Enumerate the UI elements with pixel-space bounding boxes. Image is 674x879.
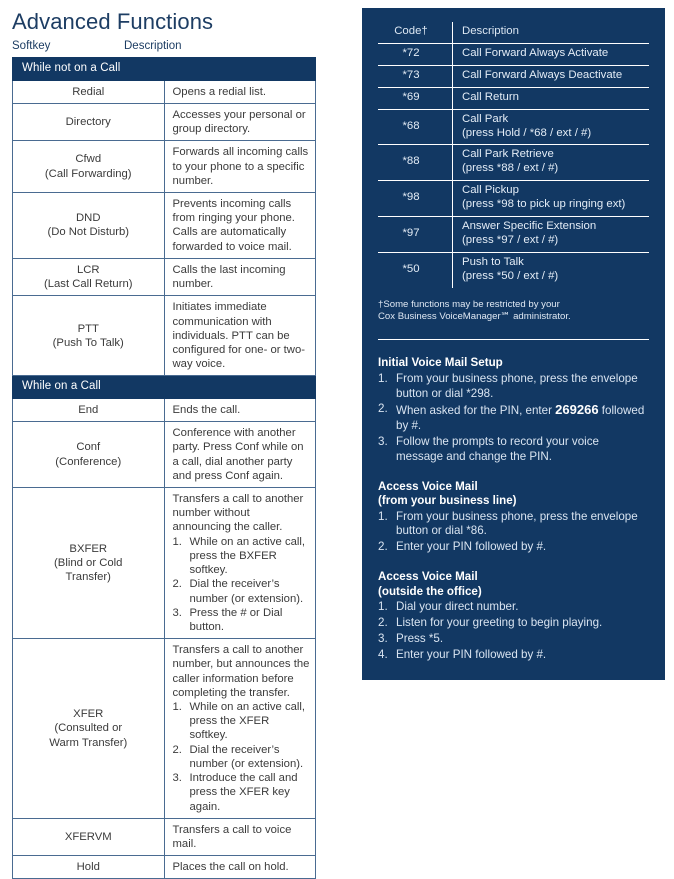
column-header-code: Code†: [378, 22, 453, 43]
list-item: [378, 648, 649, 663]
feature-code-value: *69: [378, 87, 453, 109]
feature-code-value: *98: [378, 181, 453, 217]
table-row: [13, 398, 316, 421]
step-text: Press the # or Dial button.: [189, 606, 283, 633]
feature-code-description: [453, 65, 650, 87]
step-number: 2.: [378, 402, 388, 416]
softkey-description-text: Conference with another party. Press Conf while on a call, dial another party and press Conf again.: [172, 427, 304, 482]
step-text: Dial your direct number.: [396, 600, 519, 614]
voice-mail-step-list: [378, 372, 649, 465]
softkey-name-cell: [13, 258, 165, 295]
table-row: [13, 856, 316, 879]
list-item: [378, 540, 649, 555]
voice-mail-title-line-1: Access Voice Mail: [378, 570, 478, 584]
voice-mail-block-title: [378, 480, 649, 509]
table-row: [13, 818, 316, 855]
softkey-description-text: Transfers a call to another number, but announces the caller information before completing the transfer.: [172, 644, 310, 699]
softkey-name-line: Transfer): [65, 571, 111, 584]
softkey-name-line: DND: [76, 212, 101, 225]
step-text: From your business phone, press the envelope button or dial *298.: [396, 371, 638, 400]
feature-code-description-text: Call Park: [462, 112, 509, 125]
step-number: 2.: [172, 578, 182, 591]
step-number: 2.: [378, 615, 388, 629]
step-text: Enter your PIN followed by #.: [396, 647, 547, 661]
softkey-description-cell: [164, 141, 316, 193]
voice-mail-block: [378, 570, 649, 662]
table-row: [13, 192, 316, 258]
feature-code-description: [453, 181, 650, 217]
list-item: [173, 743, 311, 771]
step-text: When asked for the PIN, enter: [396, 404, 556, 418]
feature-code-description-text: Call Return: [462, 90, 519, 103]
table-row: [13, 296, 316, 376]
table-row: [378, 109, 649, 145]
column-header-code-description: Description: [462, 25, 519, 37]
softkey-name-line: (Push To Talk): [52, 336, 124, 349]
step-text: Listen for your greeting to begin playing.: [396, 615, 603, 629]
feature-code-value: *88: [378, 145, 453, 181]
feature-code-description: [453, 109, 650, 145]
feature-code-description: [453, 145, 650, 181]
softkey-description-cell: [164, 639, 316, 819]
softkey-name-cell: [13, 856, 165, 879]
list-item: [378, 510, 649, 540]
softkey-description-cell: [164, 258, 316, 295]
code-table-footnote: [378, 299, 649, 324]
step-text: Press *5.: [396, 631, 444, 645]
softkey-name-line: (Do Not Disturb): [47, 226, 130, 239]
softkey-description-text: Forwards all incoming calls to your phone to a specific number.: [172, 146, 309, 187]
feature-code-value: *72: [378, 43, 453, 65]
softkey-name-cell: [13, 192, 165, 258]
feature-code-value: *68: [378, 109, 453, 145]
table-row: [13, 487, 316, 638]
softkey-name-line: Cfwd: [75, 153, 102, 166]
footnote-line-2: Cox Business VoiceManager℠ administrator.: [378, 311, 571, 323]
table-row: [378, 43, 649, 65]
voice-mail-title-line-2: (from your business line): [378, 494, 517, 508]
softkey-name-line: (Call Forwarding): [44, 167, 132, 180]
footnote-line-1: †Some functions may be restricted by your: [378, 298, 560, 310]
softkey-description-text: Opens a redial list.: [172, 85, 267, 98]
feature-code-usage-hint: (press *98 to pick up ringing ext): [462, 198, 626, 211]
step-number: 2.: [378, 540, 388, 554]
feature-code-table: [378, 22, 649, 288]
table-row: [378, 181, 649, 217]
step-text: Dial the receiver’s number (or extension).: [189, 578, 304, 605]
feature-code-usage-hint: (press *97 / ext / #): [462, 233, 559, 246]
step-text: While on an active call, press the XFER softkey.: [189, 701, 306, 742]
softkey-name-cell: [13, 103, 165, 140]
voice-mail-title-line-1: Initial Voice Mail Setup: [378, 356, 503, 370]
list-item: [173, 771, 311, 814]
softkey-name-cell: [13, 80, 165, 103]
list-item: [173, 606, 311, 634]
softkey-description-cell: [164, 192, 316, 258]
softkey-name-line: BXFER: [69, 542, 108, 555]
list-item: [378, 616, 649, 631]
list-item: [378, 372, 649, 402]
softkey-name-line: End: [78, 403, 99, 416]
table-row: [378, 145, 649, 181]
voice-mail-block: [378, 356, 649, 464]
feature-code-description: [453, 87, 650, 109]
softkey-step-list: [173, 535, 311, 635]
step-number: 1.: [378, 600, 388, 614]
step-text: From your business phone, press the envelope button or dial *86.: [396, 509, 638, 538]
softkey-name-line: XFER: [73, 708, 104, 721]
softkey-description-cell: [164, 856, 316, 879]
feature-code-description: [453, 252, 650, 287]
list-item: [378, 600, 649, 615]
softkey-description-text: Initiates immediate communication with individuals. PTT can be configured for one- or two-way voice.: [172, 301, 305, 371]
softkey-name-line: PTT: [77, 322, 99, 335]
softkey-name-cell: [13, 296, 165, 376]
table-row: [378, 65, 649, 87]
feature-codes-panel: [362, 8, 665, 680]
softkey-section-label: While not on a Call: [13, 58, 316, 80]
table-row: [378, 87, 649, 109]
softkey-description-cell: [164, 296, 316, 376]
softkey-description-cell: [164, 80, 316, 103]
feature-code-value: *73: [378, 65, 453, 87]
softkey-name-cell: [13, 487, 165, 638]
column-header-description: Description: [124, 40, 182, 53]
softkey-name-line: Redial: [72, 85, 105, 98]
table-row: [378, 252, 649, 287]
table-row: [13, 258, 316, 295]
softkey-name-line: XFERVM: [64, 830, 112, 843]
list-item: [173, 535, 311, 578]
step-text: While on an active call, press the BXFER softkey.: [189, 535, 306, 577]
step-number: 3.: [172, 772, 182, 785]
softkey-section-header-row: [13, 58, 316, 80]
softkey-description-cell: [164, 422, 316, 488]
default-pin-value: 269266: [555, 402, 599, 418]
feature-code-usage-hint: (press Hold / *68 / ext / #): [462, 126, 592, 139]
voice-mail-step-list: [378, 510, 649, 555]
step-number: 3.: [378, 631, 388, 645]
feature-code-description: [453, 217, 650, 253]
feature-code-usage-hint: (press *50 / ext / #): [462, 269, 559, 282]
list-item: [378, 632, 649, 647]
softkey-name-line: (Conference): [55, 455, 122, 468]
softkey-name-cell: [13, 141, 165, 193]
softkey-section-label: While on a Call: [13, 376, 316, 398]
softkey-step-list: [173, 700, 311, 814]
softkey-name-cell: [13, 422, 165, 488]
voice-mail-instructions: [378, 356, 649, 662]
table-row: [378, 217, 649, 253]
softkey-description-text: Prevents incoming calls from ringing your phone. Calls are automatically forwarded to voice mail.: [172, 197, 295, 253]
softkey-description-cell: [164, 818, 316, 855]
softkey-name-line: (Last Call Return): [43, 278, 133, 291]
column-header-softkey: Softkey: [12, 40, 51, 53]
voice-mail-title-line-1: Access Voice Mail: [378, 479, 478, 493]
softkey-description-text: Places the call on hold.: [172, 861, 289, 874]
step-text: Follow the prompts to record your voice message and change the PIN.: [396, 435, 599, 463]
feature-code-description-text: Call Park Retrieve: [462, 148, 554, 161]
softkey-name-cell: [13, 818, 165, 855]
panel-divider: [378, 339, 649, 341]
voice-mail-block-title: [378, 570, 649, 599]
step-number: 1.: [172, 535, 182, 548]
softkey-table: [12, 57, 316, 879]
advanced-functions-section: [12, 0, 316, 879]
step-number: 1.: [378, 371, 388, 385]
feature-code-description-text: Call Forward Always Deactivate: [462, 68, 623, 81]
step-number: 1.: [172, 701, 182, 714]
softkey-description-text: Accesses your personal or group directory.: [172, 108, 306, 136]
step-number: 2.: [172, 743, 182, 756]
code-table-header-row: [378, 22, 649, 43]
softkey-name-cell: [13, 639, 165, 819]
softkey-name-line: Conf: [76, 441, 101, 454]
feature-code-description-text: Push to Talk: [462, 255, 524, 268]
voice-mail-block-title: [378, 356, 649, 370]
softkey-name-line: Warm Transfer): [49, 736, 128, 749]
step-number: 3.: [172, 606, 182, 619]
list-item: [173, 700, 311, 743]
step-number: 4.: [378, 647, 388, 661]
list-item: [173, 577, 311, 605]
table-row: [13, 639, 316, 819]
softkey-description-cell: [164, 103, 316, 140]
softkey-section-header-row: [13, 376, 316, 398]
step-text: Enter your PIN followed by #.: [396, 540, 547, 554]
voice-mail-title-line-2: (outside the office): [378, 584, 482, 598]
list-item: [378, 402, 649, 434]
step-text: Dial the receiver’s number (or extension).: [189, 743, 304, 770]
feature-code-description-text: Answer Specific Extension: [462, 220, 597, 233]
softkey-description-text: Calls the last incoming number.: [172, 263, 286, 291]
feature-code-description: [453, 43, 650, 65]
softkey-description-text: Ends the call.: [172, 403, 241, 416]
voice-mail-block: [378, 480, 649, 555]
feature-code-value: *50: [378, 252, 453, 287]
list-item: [378, 435, 649, 465]
softkey-name-line: LCR: [76, 263, 100, 276]
feature-code-description-text: Call Forward Always Activate: [462, 46, 609, 59]
table-row: [13, 422, 316, 488]
softkey-description-cell: [164, 398, 316, 421]
voice-mail-step-list: [378, 600, 649, 662]
softkey-name-line: (Blind or Cold: [54, 556, 123, 569]
page-title: Advanced Functions: [12, 9, 214, 34]
softkey-name-line: (Consulted or: [54, 722, 123, 735]
step-text: Introduce the call and press the XFER key again.: [189, 772, 298, 813]
table-row: [13, 141, 316, 193]
softkey-description-cell: [164, 487, 316, 638]
softkey-name-line: Directory: [65, 116, 111, 128]
feature-code-value: *97: [378, 217, 453, 253]
table-row: [13, 80, 316, 103]
step-text-suffix: followed by #.: [396, 404, 645, 433]
step-number: 1.: [378, 509, 388, 523]
table-row: [13, 103, 316, 140]
softkey-description-text: Transfers a call to voice mail.: [172, 823, 292, 850]
softkey-name-cell: [13, 398, 165, 421]
softkey-description-text: Transfers a call to another number without announcing the caller.: [172, 492, 304, 534]
softkey-name-line: Hold: [76, 861, 100, 874]
softkey-table-column-headers: [12, 40, 316, 57]
feature-code-description-text: Call Pickup: [462, 184, 519, 197]
feature-code-usage-hint: (press *88 / ext / #): [462, 162, 559, 175]
step-number: 3.: [378, 435, 388, 449]
